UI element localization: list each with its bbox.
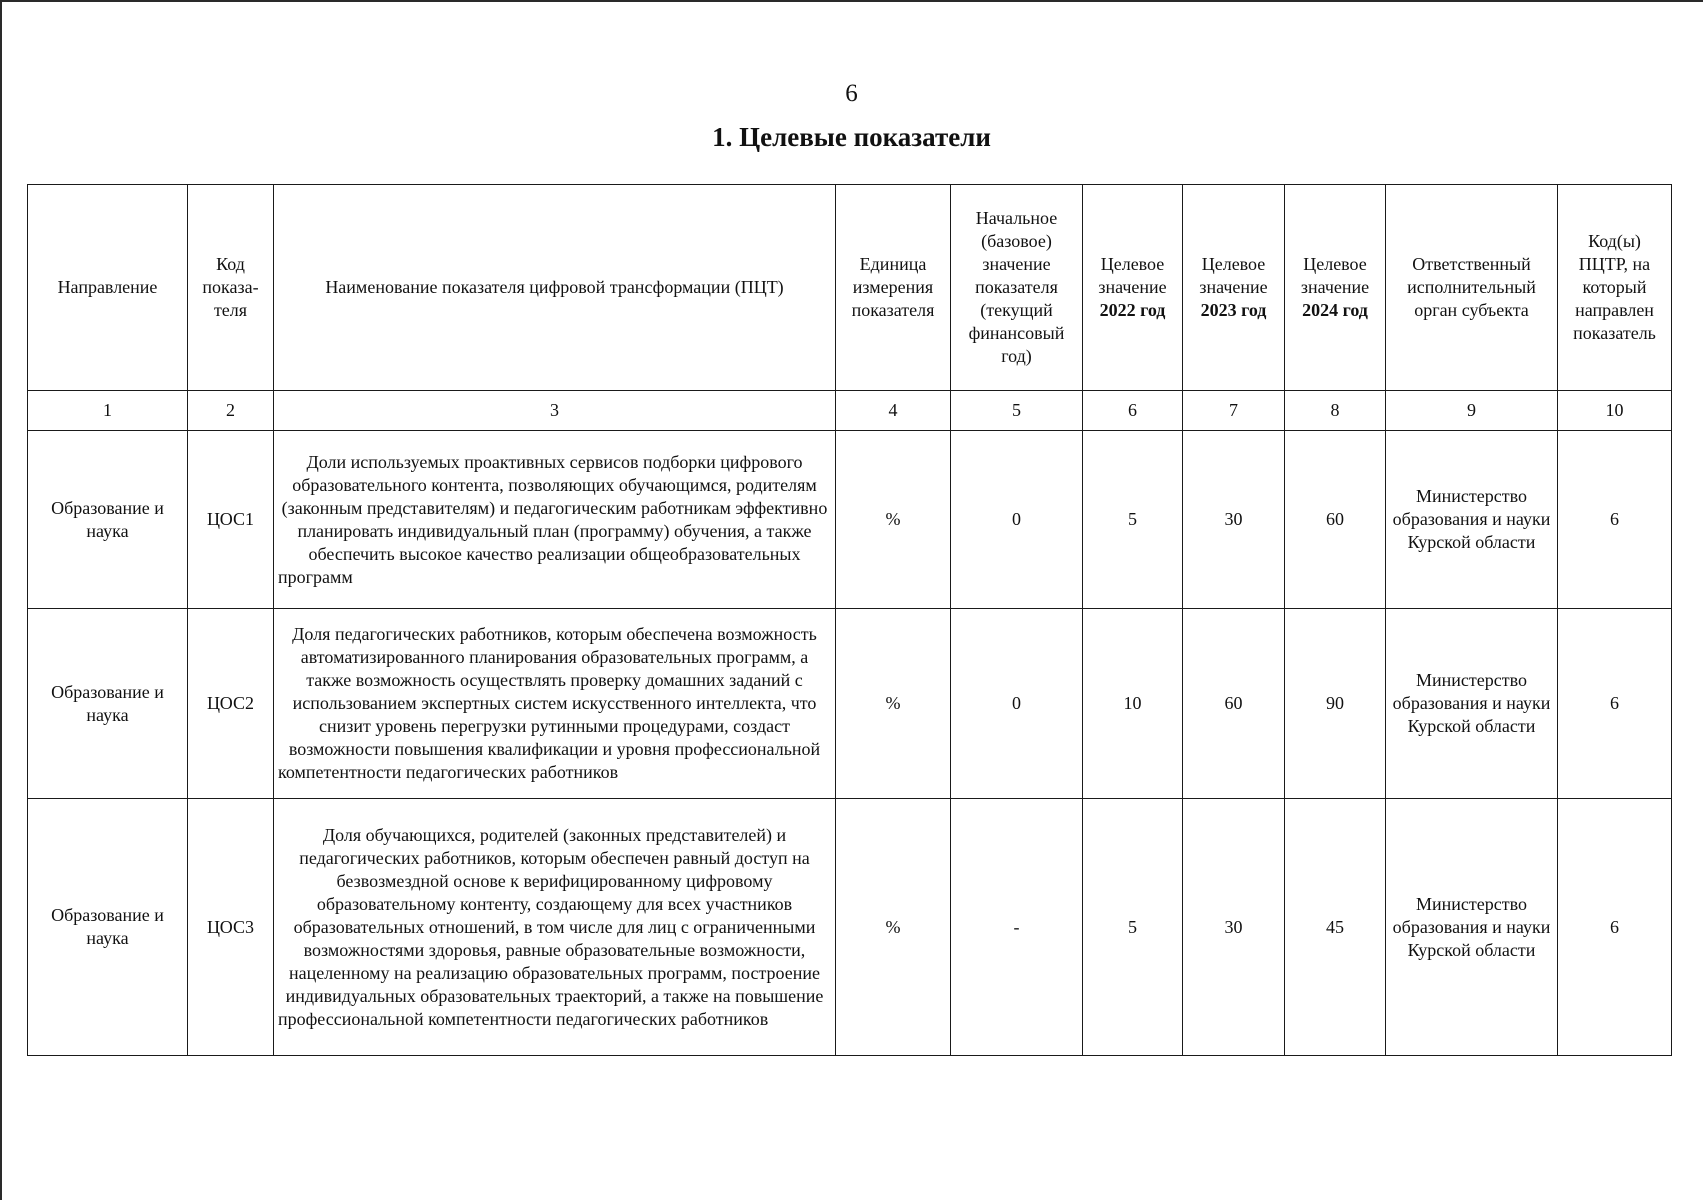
cell-indicator-name: Доля педагогических работников, которым обеспечена возможность автоматизированного планирования образовательных программ, а также возможность осуществлять проверку домашних заданий с использованием экспертных систем искусственного интеллекта, что снизит уровень перегрузки рутинными процедурами, создаст возможности повышения квалификации и уровня профессиональной компетентности педагогических работников (274, 609, 836, 799)
column-number: 5 (951, 391, 1083, 431)
table-header-row (28, 185, 1672, 391)
header-target-2023-year: 2023 год (1200, 300, 1267, 320)
header-target-2022-year: 2022 год (1099, 300, 1166, 320)
cell-pctr-code: 6 (1558, 799, 1672, 1056)
cell-target-2024: 90 (1285, 609, 1386, 799)
header-unit: Единица измерения показателя (836, 185, 951, 391)
scan-border-top (0, 0, 1703, 2)
cell-target-2023: 30 (1183, 431, 1285, 609)
column-number: 8 (1285, 391, 1386, 431)
header-base-value: Начальное (базовое) значение показателя (текущий финансовый год) (951, 185, 1083, 391)
cell-target-2023: 30 (1183, 799, 1285, 1056)
cell-responsible-organ: Министерство образования и науки Курской области (1386, 609, 1558, 799)
table-row (28, 799, 1672, 1056)
cell-indicator-name: Доля обучающихся, родителей (законных представителей) и педагогических работников, которым обеспечен равный доступ на безвозмездной основе к верифицированному цифровому образовательному контенту, создающему для всех участников образовательных отношений, в том числе для лиц с ограниченными возможностями здоровья, равные образовательные возможности, нацеленному на реализацию образовательных программ, построение индивидуальных образовательных траекторий, а также на повышение профессиональной компетентности педагогических работников (274, 799, 836, 1056)
cell-unit: % (836, 799, 951, 1056)
cell-target-2022: 5 (1083, 799, 1183, 1056)
header-name: Наименование показателя цифровой трансформации (ПЦТ) (274, 185, 836, 391)
scan-border-left (0, 0, 2, 1200)
column-number-row (28, 391, 1672, 431)
column-number: 7 (1183, 391, 1285, 431)
table-row (28, 609, 1672, 799)
cell-target-2024: 60 (1285, 431, 1386, 609)
column-number: 6 (1083, 391, 1183, 431)
table-row (28, 431, 1672, 609)
cell-target-2023: 60 (1183, 609, 1285, 799)
header-code: Код показа-теля (188, 185, 274, 391)
cell-direction: Образование и наука (28, 431, 188, 609)
column-number: 3 (274, 391, 836, 431)
section-title: 1. Целевые показатели (712, 122, 991, 152)
header-target-2024 (1285, 185, 1386, 391)
page-number: 6 (845, 80, 858, 107)
cell-direction: Образование и наука (28, 609, 188, 799)
cell-indicator-name: Доли используемых проактивных сервисов подборки цифрового образовательного контента, позволяющих обучающимся, родителям (законным представителям) и педагогическим работникам эффективно планировать индивидуальный план (программу) обучения, а также обеспечить высокое качество реализации общеобразовательных программ (274, 431, 836, 609)
cell-base-value: 0 (951, 609, 1083, 799)
column-number: 10 (1558, 391, 1672, 431)
header-target-2024-year: 2024 год (1302, 300, 1368, 320)
cell-direction: Образование и наука (28, 799, 188, 1056)
cell-target-2024: 45 (1285, 799, 1386, 1056)
cell-code: ЦОС3 (188, 799, 274, 1056)
cell-responsible-organ: Министерство образования и науки Курской области (1386, 431, 1558, 609)
column-number: 9 (1386, 391, 1558, 431)
cell-pctr-code: 6 (1558, 431, 1672, 609)
column-number: 1 (28, 391, 188, 431)
cell-unit: % (836, 431, 951, 609)
column-number: 4 (836, 391, 951, 431)
cell-pctr-code: 6 (1558, 609, 1672, 799)
header-target-2022-label: Целевое значение (1098, 254, 1167, 297)
cell-base-value: 0 (951, 431, 1083, 609)
header-responsible-organ: Ответственный исполнительный орган субъекта (1386, 185, 1558, 391)
cell-base-value: - (951, 799, 1083, 1056)
header-target-2024-label: Целевое значение (1300, 254, 1370, 297)
header-target-2023-label: Целевое значение (1199, 254, 1268, 297)
cell-responsible-organ: Министерство образования и науки Курской области (1386, 799, 1558, 1056)
header-direction: Направление (28, 185, 188, 391)
indicators-table (27, 184, 1672, 1056)
cell-unit: % (836, 609, 951, 799)
column-number: 2 (188, 391, 274, 431)
cell-code: ЦОС1 (188, 431, 274, 609)
header-pctr-codes: Код(ы) ПЦТР, на который направлен показатель (1558, 185, 1672, 391)
cell-target-2022: 5 (1083, 431, 1183, 609)
cell-target-2022: 10 (1083, 609, 1183, 799)
cell-code: ЦОС2 (188, 609, 274, 799)
header-target-2023 (1183, 185, 1285, 391)
header-target-2022 (1083, 185, 1183, 391)
